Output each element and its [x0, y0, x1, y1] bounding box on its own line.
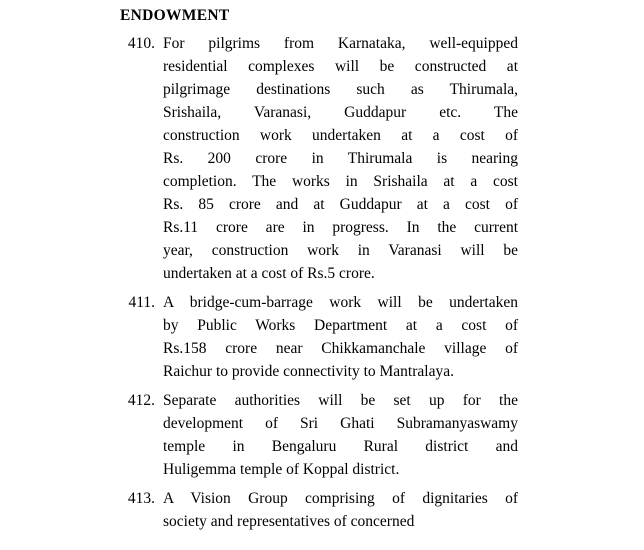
paragraph-number: 410. [127, 35, 155, 52]
document-content [118, 4, 518, 539]
paragraph-line: temple in Bengaluru Rural district and [163, 438, 518, 455]
section-heading: ENDOWMENT [120, 7, 230, 24]
paragraph-text [163, 389, 518, 481]
numbered-paragraph [118, 291, 518, 383]
paragraph-number: 413. [127, 490, 155, 507]
paragraph-line: undertaken at a cost of Rs.5 crore. [163, 265, 375, 282]
paragraph-line: Raichur to provide connectivity to Mantralaya. [163, 363, 454, 380]
paragraph-line: Srishaila, Varanasi, Guddapur etc. The [163, 104, 518, 121]
paragraph-line: A Vision Group comprising of dignitaries of [163, 490, 518, 507]
paragraph-line: A bridge-cum-barrage work will be undertaken [163, 294, 518, 311]
paragraph-line: year, construction work in Varanasi will be [163, 242, 518, 259]
paragraph-line: Rs. 200 crore in Thirumala is nearing [163, 150, 518, 167]
paragraph-line: Rs.158 crore near Chikkamanchale village of [163, 340, 518, 357]
paragraph-line: construction work undertaken at a cost of [163, 127, 518, 144]
paragraph-line: For pilgrims from Karnataka, well-equipped [163, 35, 518, 52]
numbered-paragraph [118, 487, 518, 533]
paragraph-line: Rs. 85 crore and at Guddapur at a cost of [163, 196, 518, 213]
paragraph-list [118, 32, 518, 533]
numbered-paragraph [118, 32, 518, 285]
paragraph-number: 412. [127, 392, 155, 409]
paragraph-text [163, 291, 518, 383]
paragraph-line: by Public Works Department at a cost of [163, 317, 518, 334]
paragraph-line: Separate authorities will be set up for the [163, 392, 518, 409]
numbered-paragraph [118, 389, 518, 481]
paragraph-text [163, 487, 518, 533]
paragraph-line: Huligemma temple of Koppal district. [163, 461, 400, 478]
paragraph-line: Rs.11 crore are in progress. In the current [163, 219, 518, 236]
paragraph-number: 411. [128, 294, 155, 311]
paragraph-line: development of Sri Ghati Subramanyaswamy [163, 415, 518, 432]
paragraph-line: completion. The works in Srishaila at a cost [163, 173, 518, 190]
paragraph-line: society and representatives of concerned [163, 513, 415, 530]
paragraph-text [163, 32, 518, 285]
paragraph-line: pilgrimage destinations such as Thirumala, [163, 81, 518, 98]
paragraph-line: residential complexes will be constructed at [163, 58, 518, 75]
